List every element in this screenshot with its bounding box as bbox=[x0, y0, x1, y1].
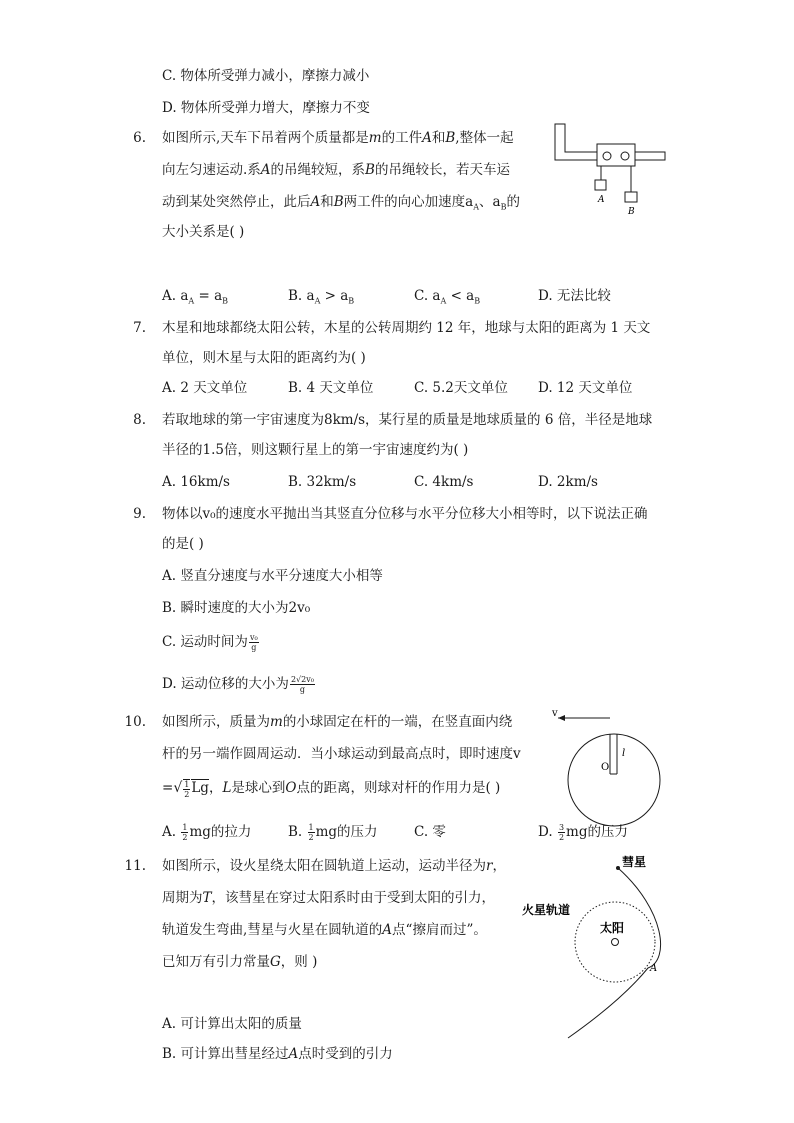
q11-fig-label-a: A bbox=[650, 963, 658, 974]
q10-line-3: =√ $\frac{1}{2}$ Lg，L是球心到O点的距离，则球对杆的作用力是( ) bbox=[162, 779, 501, 799]
q8-option-c: C. 4km/s bbox=[414, 474, 474, 490]
q10-option-b: B. $\frac{1}{2}$ mg的压力 bbox=[288, 823, 378, 842]
q9-option-a: A. 竖直分速度与水平分速度大小相等 bbox=[162, 568, 383, 584]
q6-number: 6. bbox=[133, 130, 146, 146]
q9-line-1: 物体以v₀的速度水平抛出当其竖直分位移与水平分位移大小相等时，以下说法正确 bbox=[162, 506, 648, 522]
q6-fig-label-b: B bbox=[628, 207, 635, 217]
q6-option-d: D. 无法比较 bbox=[538, 288, 611, 304]
q6-option-c: C. $a_A < a_B$ bbox=[414, 288, 481, 306]
q9-option-c: C. 运动时间为 $\frac{\text{v₀}}{g}$ bbox=[162, 633, 258, 652]
q11-option-b: B. 可计算出彗星经过A点时受到的引力 bbox=[162, 1046, 393, 1062]
q10-option-d: D. $\frac{3}{2}$ mg的压力 bbox=[538, 823, 628, 842]
q7-option-a: A. 2 天文单位 bbox=[162, 380, 248, 396]
q8-line-2: 半径的1.5倍，则这颗行星上的第一宇宙速度约为( ) bbox=[162, 442, 469, 458]
q7-option-c: C. 5.2天文单位 bbox=[414, 380, 508, 396]
q8-option-d: D. 2km/s bbox=[538, 474, 598, 490]
q6-line-1: 如图所示,天车下吊着两个质量都是m的工件A和B,整体一起 bbox=[162, 130, 514, 146]
q7-number: 7. bbox=[133, 320, 146, 336]
q9-line-2: 的是( ) bbox=[162, 536, 204, 552]
q8-number: 8. bbox=[133, 412, 146, 428]
q6-option-a: A. $a_A = a_B$ bbox=[162, 288, 229, 306]
q10-circle-figure bbox=[540, 704, 660, 824]
q11-line-3: 轨道发生弯曲,彗星与火星在圆轨道的A点“擦肩而过”。 bbox=[162, 922, 487, 938]
q10-number: 10. bbox=[124, 714, 146, 730]
q10-line-1: 如图所示，质量为m的小球固定在杆的一端，在竖直面内绕 bbox=[162, 714, 513, 730]
q6-line-3: 动到某处突然停止，此后A和B两工件的向心加速度$a_A$、$a_B$的 bbox=[162, 194, 520, 212]
q8-option-a: A. 16km/s bbox=[162, 474, 230, 490]
q9-fraction-d: $\frac{\text{2√2v₀}}{g}$ bbox=[290, 675, 314, 694]
q10-fig-label-o: O bbox=[601, 762, 610, 773]
q10-fig-label-v: v bbox=[552, 708, 558, 719]
q11-line-4: 已知万有引力常量G，则 ) bbox=[162, 954, 318, 970]
q7-line-2: 单位，则木星与太阳的距离约为( ) bbox=[162, 350, 366, 366]
q11-orbit-figure bbox=[520, 850, 670, 1040]
q11-number: 11. bbox=[124, 858, 146, 874]
q5-option-d: D. 物体所受弹力增大，摩擦力不变 bbox=[162, 100, 370, 116]
q6-line-4: 大小关系是( ) bbox=[162, 224, 245, 240]
q7-option-d: D. 12 天文单位 bbox=[538, 380, 633, 396]
q11-fig-label-comet: 彗星 bbox=[622, 855, 647, 869]
q9-fraction-c: $\frac{\text{v₀}}{g}$ bbox=[249, 633, 258, 652]
q11-line-2: 周期为T，该彗星在穿过太阳系时由于受到太阳的引力， bbox=[162, 890, 496, 906]
q9-option-d: D. 运动位移的大小为 $\frac{\text{2√2v₀}}{g}$ bbox=[162, 675, 314, 694]
q9-number: 9. bbox=[133, 506, 146, 522]
q11-option-a: A. 可计算出太阳的质量 bbox=[162, 1016, 302, 1032]
q8-line-1: 若取地球的第一宇宙速度为8km/s，某行星的质量是地球质量的 6 倍，半径是地球 bbox=[162, 412, 653, 428]
q7-line-1: 木星和地球都绕太阳公转，木星的公转周期约 12 年，地球与太阳的距离为 1 天文 bbox=[162, 320, 651, 336]
q10-option-c: C. 零 bbox=[414, 824, 446, 840]
q11-fig-label-orbit: 火星轨道 bbox=[522, 903, 571, 917]
q6-crane-figure bbox=[555, 120, 665, 220]
q10-radical-fraction: $\frac{1}{2}$ bbox=[184, 779, 190, 799]
q6-line-2: 向左匀速运动.系A的吊绳较短，系B的吊绳较长，若天车运 bbox=[162, 162, 510, 178]
q10-line-2: 杆的另一端作圆周运动．当小球运动到最高点时，即时速度v bbox=[162, 746, 521, 762]
q6-option-b: B. $a_A > a_B$ bbox=[288, 288, 355, 306]
q5-option-c: C. 物体所受弹力减小，摩擦力减小 bbox=[162, 68, 370, 84]
q11-line-1: 如图所示，设火星绕太阳在圆轨道上运动，运动半径为r， bbox=[162, 858, 506, 874]
q6-fig-label-a: A bbox=[598, 195, 605, 205]
q10-option-a: A. $\frac{1}{2}$ mg的拉力 bbox=[162, 823, 252, 842]
q7-option-b: B. 4 天文单位 bbox=[288, 380, 374, 396]
q11-fig-label-sun: 太阳 bbox=[600, 921, 625, 935]
q9-option-b: B. 瞬时速度的大小为2v₀ bbox=[162, 600, 311, 616]
q10-fig-label-l: l bbox=[622, 748, 626, 759]
q8-option-b: B. 32km/s bbox=[288, 474, 357, 490]
